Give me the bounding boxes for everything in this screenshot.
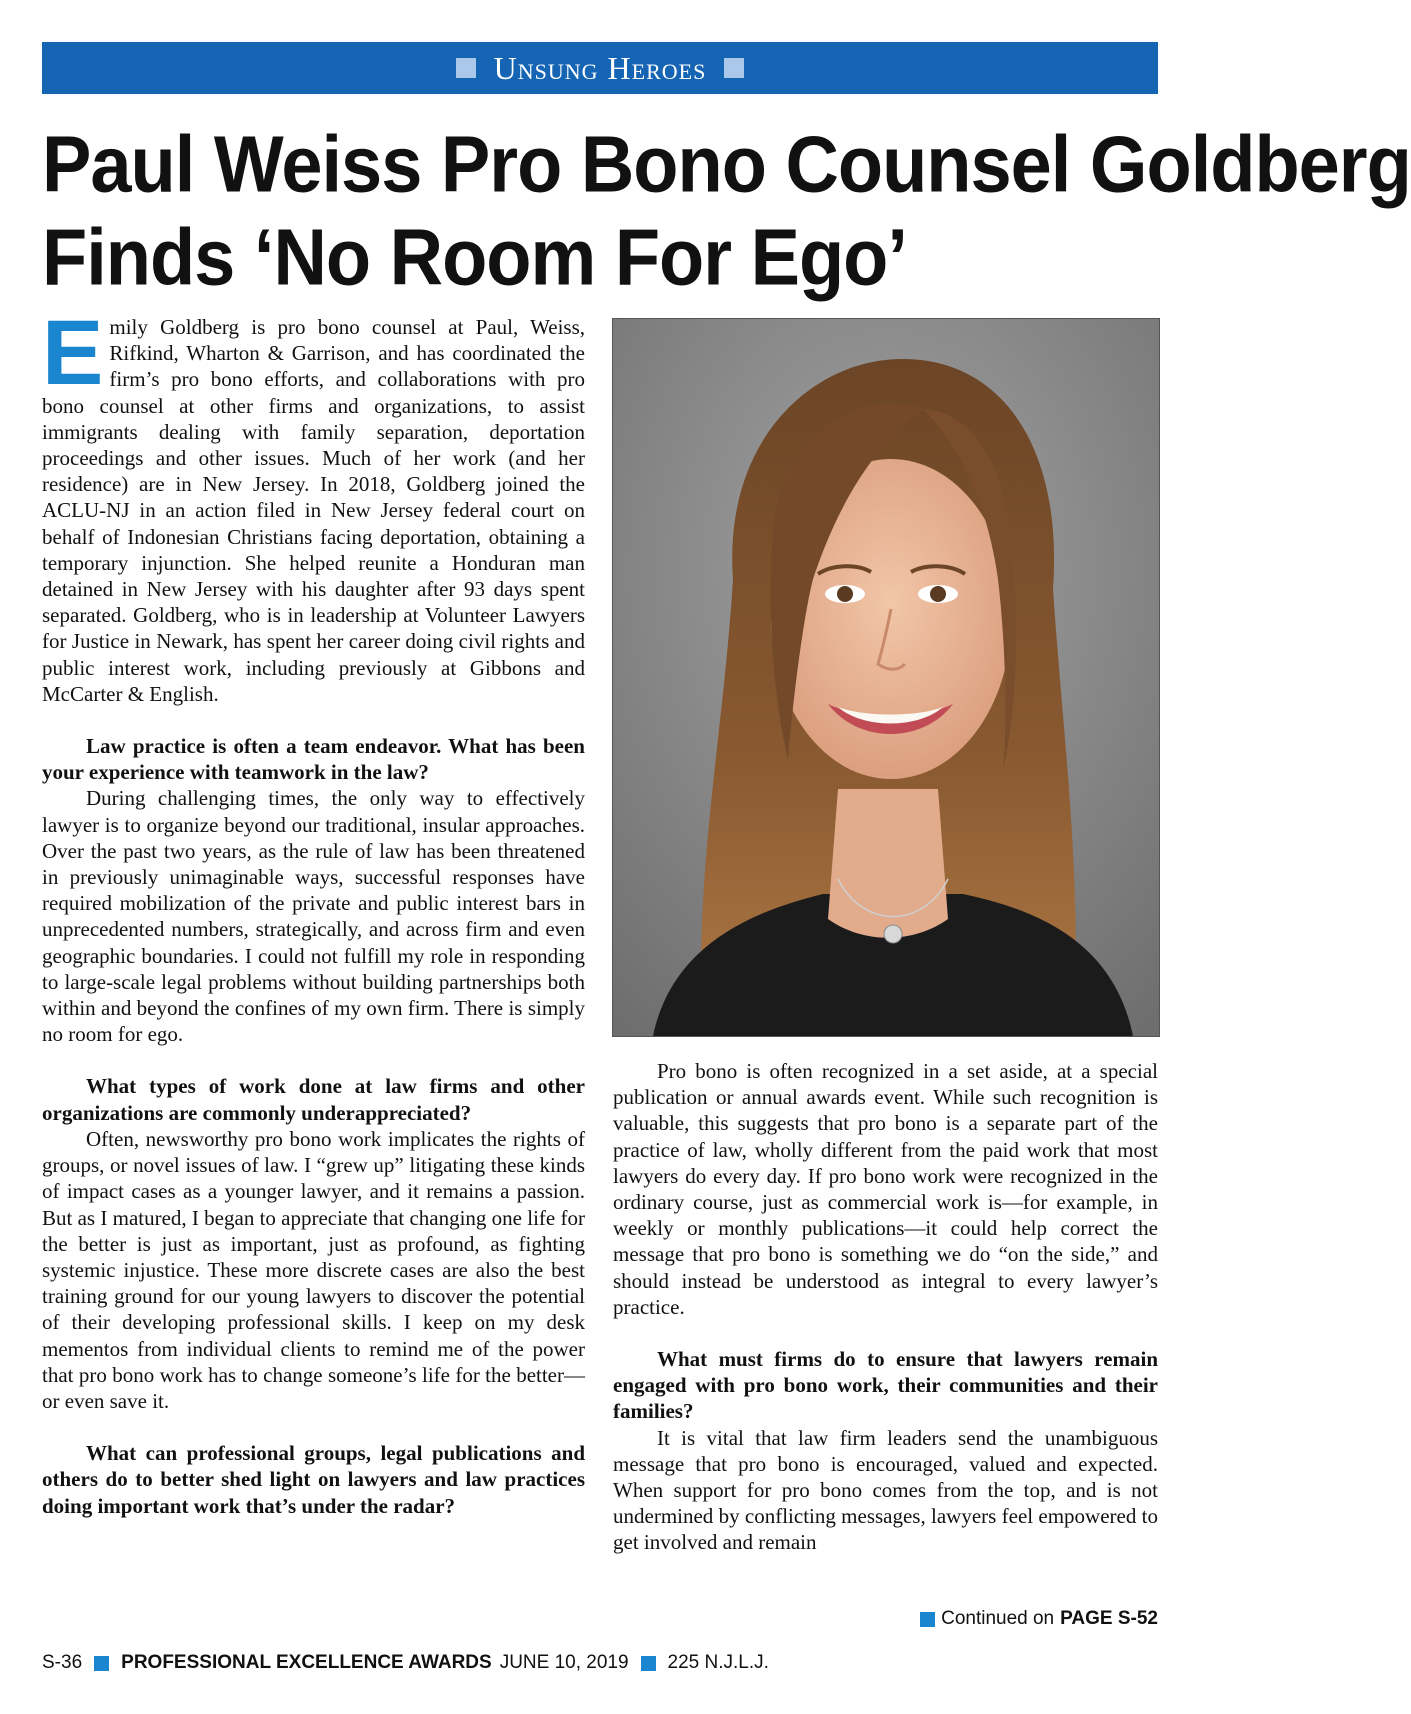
- answer-1: During challenging times, the only way to effectively lawyer is to organize beyond our traditional, insular approaches. Over the past two years, as the rule of law has been threatened in previously unimaginable ways, successful responses have required mobilization of the private and public interest bars in unprecedented numbers, strategically, and across firm and even geographic boundaries. I could not fulfill my role in responding to large-scale legal problems without building partnerships both within and beyond the confines of my own firm. There is simply no room for ego.: [42, 786, 585, 1047]
- answer-2: Often, newsworthy pro bono work implicates the rights of groups, or novel issues of law. I “grew up” litigating these kinds of impact cases as a younger lawyer, and it remains a passion. But as I matured, I began to appreciate that changing one life for the better is just as important, just as profound, as fighting systemic injustice. These more discrete cases are also the best training ground for our young lawyers to discover the potential of their developing professional skills. I keep on my desk mementos from individual clients to remind me of the power that pro bono work has to change someone’s life for the better—or even save it.: [42, 1126, 585, 1413]
- question-4: What must firms do to ensure that lawyers remain engaged with pro bono work, their communities and their families?: [613, 1347, 1158, 1424]
- page-footer: [42, 1652, 769, 1674]
- intro-text: mily Goldberg is pro bono counsel at Paul, Weiss, Rifkind, Wharton & Garrison, and has coordinated the firm’s pro bono efforts, and collaborations with pro bono counsel at other firms and organizations, to assist immigrants dealing with family separation, deportation proceedings and other issues. Much of her work (and her residence) are in New Jersey. In 2018, Goldberg joined the ACLU-NJ in an action filed in New Jersey federal court on behalf of Indonesian Christians facing deportation, obtaining a temporary injunction. She helped reunite a Honduran man detained in New Jersey with his daughter after 93 days spent separated. Goldberg, who is in leadership at Volunteer Lawyers for Justice in Newark, has spent her career doing civil rights and public interest work, including previously at Gibbons and McCarter & English.: [42, 315, 585, 706]
- section-title: Unsung Heroes: [493, 49, 707, 86]
- square-icon: [94, 1656, 109, 1671]
- footer-page-number: S-36: [42, 1652, 83, 1673]
- footer-date: JUNE 10, 2019: [499, 1652, 629, 1673]
- section-banner: [42, 42, 1158, 94]
- footer-issue: 225 N.J.L.J.: [667, 1652, 769, 1673]
- article-headline: [42, 118, 1411, 304]
- headline-line-1: Paul Weiss Pro Bono Counsel Goldberg: [42, 119, 1411, 209]
- article-column-right: [613, 1058, 1158, 1556]
- continued-page: PAGE S-52: [1060, 1608, 1158, 1629]
- drop-cap: E: [42, 302, 104, 404]
- square-icon: [724, 58, 744, 78]
- footer-section: PROFESSIONAL EXCELLENCE AWARDS: [121, 1652, 492, 1673]
- portrait-photo: [612, 318, 1160, 1037]
- question-1: Law practice is often a team endeavor. What has been your experience with teamwork in the law?: [42, 734, 585, 785]
- question-2: What types of work done at law firms and other organizations are commonly underappreciated?: [42, 1074, 585, 1125]
- article-column-left: [42, 302, 585, 1519]
- answer-3: Pro bono is often recognized in a set aside, at a special publication or annual awards event. While such recognition is valuable, this suggests that pro bono is a separate part of the practice of law, wholly different from the paid work that most lawyers do every day. If pro bono work were recognized in the ordinary course, just as commercial work is—for example, in weekly or monthly publications—it could help correct the message that pro bono is something we do “on the side,” and should instead be understood as integral to every lawyer’s practice.: [613, 1059, 1158, 1319]
- continued-prefix: Continued on: [941, 1608, 1055, 1629]
- question-3: What can professional groups, legal publications and others do to better shed light on lawyers and law practices doing important work that’s under the radar?: [42, 1441, 585, 1518]
- square-icon: [641, 1656, 656, 1671]
- square-icon: [920, 1612, 935, 1627]
- square-icon: [456, 58, 476, 78]
- headline-line-2: Finds ‘No Room For Ego’: [42, 211, 907, 302]
- continued-note: [920, 1608, 1158, 1630]
- answer-4: It is vital that law firm leaders send the unambiguous message that pro bono is encouraged, valued and expected. When support for pro bono comes from the top, and is not undermined by conflicting messages, lawyers feel empowered to get involved and remain: [613, 1425, 1158, 1555]
- intro-paragraph: [42, 302, 585, 707]
